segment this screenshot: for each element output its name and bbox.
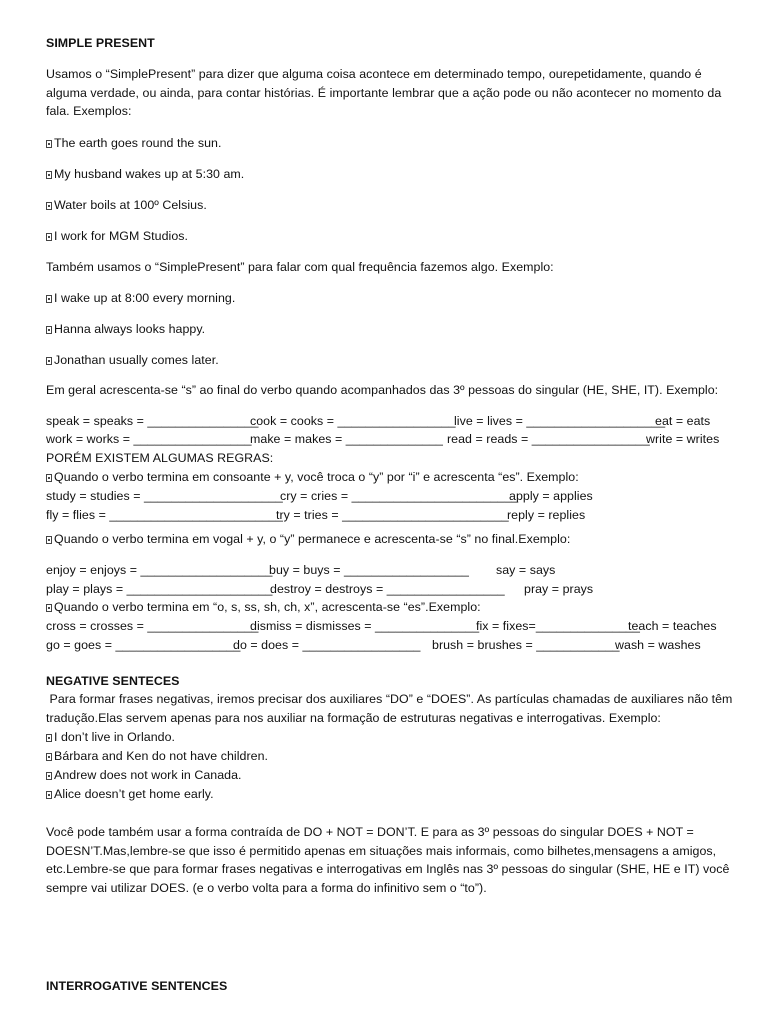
exercise-cell: do = does = _________________: [233, 638, 421, 652]
rule-vowel-y: Quando o verbo termina em vogal + y, o “y” permanece e acrescenta-se “s” no final.Exemplo:: [46, 530, 570, 549]
exercise-cell: enjoy = enjoys = ___________________: [46, 563, 273, 577]
bullet-icon: [46, 753, 52, 761]
exercise-cell: teach = teaches: [628, 619, 717, 633]
exercise-row: [46, 580, 736, 598]
bullet-icon: [46, 734, 52, 742]
bullet-icon: [46, 140, 52, 148]
example-item: Jonathan usually comes later.: [46, 351, 219, 370]
exercise-cell: destroy = destroys = _________________: [270, 582, 505, 596]
contraction-note: Você pode também usar a forma contraída de DO + NOT = DON’T. E para as 3º pessoas do singular DOES + NOT = DOESN’T.Mas,lembre-se que isso é permitido apenas em situações mais informais, como bilhetes,mensagens a amigos, etc.Lembre-se que para formar frases negativas e interrogativas em Inglês nas 3º pessoas do singular (SHE, HE e IT) você sempre vai utilizar DOES. (e o verbo volta para a forma do infinitivo sem o “to”).: [46, 825, 730, 895]
exercise-row: [46, 617, 736, 635]
exercise-cell: fix = fixes=_______________: [476, 619, 640, 633]
section-heading-negative: NEGATIVE SENTECES: [46, 674, 180, 688]
exercise-row: [46, 487, 736, 505]
exercise-cell: pray = prays: [524, 582, 594, 596]
bullet-icon: [46, 357, 52, 365]
example-item: My husband wakes up at 5:30 am.: [46, 165, 244, 184]
example-item: Bárbara and Ken do not have children.: [46, 747, 268, 766]
exercise-cell: make = makes = ______________: [250, 432, 443, 446]
exercise-cell: live = lives = ____________________: [454, 414, 666, 428]
bullet-icon: [46, 171, 52, 179]
exercise-cell: say = says: [496, 563, 556, 577]
example-item: I work for MGM Studios.: [46, 227, 188, 246]
exercise-cell: apply = applies: [509, 489, 593, 503]
example-item: I don’t live in Orlando.: [46, 728, 175, 747]
section-heading-interrogative: INTERROGATIVE SENTENCES: [46, 979, 228, 993]
exercise-row: [46, 430, 736, 448]
rule-add-es: Quando o verbo termina em “o, s, ss, sh, ch, x”, acrescenta-se “es”.Exemplo:: [46, 598, 481, 617]
exercise-row: [46, 636, 736, 654]
bullet-icon: [46, 772, 52, 780]
example-item: I wake up at 8:00 every morning.: [46, 289, 235, 308]
exercise-cell: cross = crosses = ________________: [46, 619, 259, 633]
exercise-cell: wash = washes: [615, 638, 701, 652]
bullet-icon: [46, 202, 52, 210]
exceptions-heading: PORÉM EXISTEM ALGUMAS REGRAS:: [46, 451, 274, 465]
simple-present-intro: Usamos o “SimplePresent” para dizer que alguma coisa acontece em determinado tempo, ourepetidamente, quando é alguma verdade, ou ainda, para contar histórias. É importante lembrar que a ação pode ou não acontecer no momento da fala. Exemplos:: [46, 67, 722, 118]
exercise-cell: write = writes: [646, 432, 720, 446]
exercise-cell: reply = replies: [507, 508, 586, 522]
bullet-icon: [46, 326, 52, 334]
bullet-icon: [46, 474, 52, 482]
bullet-icon: [46, 791, 52, 799]
example-item: Water boils at 100º Celsius.: [46, 196, 207, 215]
exercise-cell: go = goes = __________________: [46, 638, 241, 652]
example-item: Alice doesn’t get home early.: [46, 785, 214, 804]
exercise-cell: buy = buys = __________________: [269, 563, 469, 577]
example-item: Andrew does not work in Canada.: [46, 766, 242, 785]
exercise-cell: eat = eats: [655, 414, 711, 428]
negative-intro: Para formar frases negativas, iremos precisar dos auxiliares “DO” e “DOES”. As partículas chamadas de auxiliares não têm tradução.Elas servem apenas para nos auxiliar na formação de estruturas negativas e interrogativas. Exemplo:: [46, 692, 736, 725]
exercise-row: [46, 506, 736, 524]
exercise-cell: try = tries = ________________________: [276, 508, 509, 522]
bullet-icon: [46, 295, 52, 303]
exercise-cell: fly = flies = _________________________: [46, 508, 283, 522]
bullet-icon: [46, 604, 52, 612]
frequency-intro: Também usamos o “SimplePresent” para falar com qual frequência fazemos algo. Exemplo:: [46, 260, 554, 274]
section-heading-simple-present: SIMPLE PRESENT: [46, 36, 155, 50]
example-item: Hanna always looks happy.: [46, 320, 205, 339]
exercise-cell: brush = brushes = ____________: [432, 638, 620, 652]
exercise-cell: read = reads = _________________: [447, 432, 650, 446]
bullet-icon: [46, 233, 52, 241]
example-item: The earth goes round the sun.: [46, 134, 221, 153]
exercise-cell: cook = cooks = _________________: [250, 414, 456, 428]
exercise-cell: dismiss = dismisses = _______________: [250, 619, 480, 633]
exercise-cell: play = plays = _____________________: [46, 582, 273, 596]
bullet-icon: [46, 536, 52, 544]
exercise-row: [46, 412, 736, 430]
rule-consonant-y: Quando o verbo termina em consoante + y, você troca o “y” por “i” e acrescenta “es”. Exemplo:: [46, 468, 579, 487]
exercise-row: [46, 561, 736, 579]
exercise-cell: study = studies = ____________________: [46, 489, 283, 503]
rule-add-s: Em geral acrescenta-se “s” ao final do verbo quando acompanhados das 3º pessoas do singular (HE, SHE, IT). Exemplo:: [46, 383, 719, 397]
exercise-cell: work = works = _________________: [46, 432, 252, 446]
exercise-cell: speak = speaks = ________________: [46, 414, 259, 428]
exercise-cell: cry = cries = ________________________: [280, 489, 519, 503]
